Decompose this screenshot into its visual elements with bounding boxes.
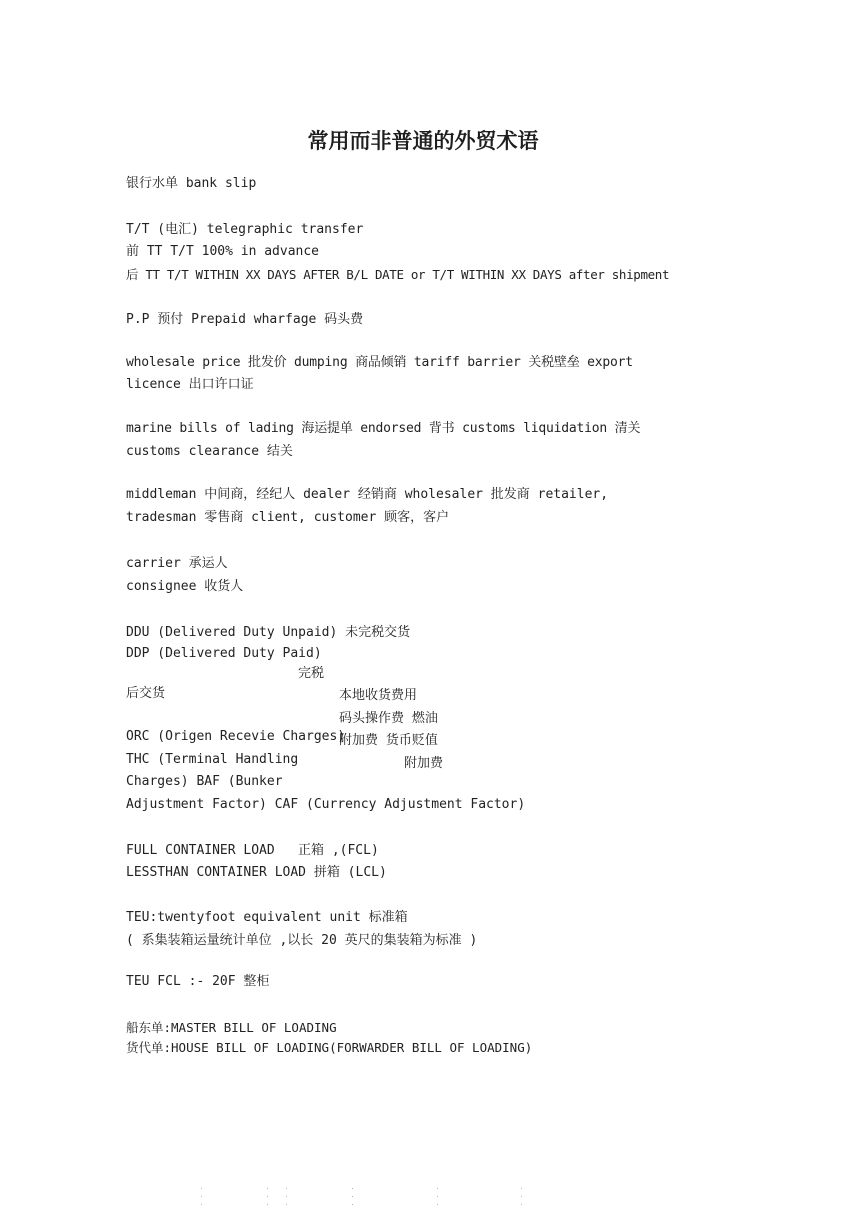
- term-wholesale-line2: licence 出口许口证: [126, 377, 254, 392]
- term-fcl-en: FULL CONTAINER LOAD: [126, 843, 275, 858]
- term-house-bl: 货代单:HOUSE BILL OF LOADING(FORWARDER BILL OF LOADING): [126, 1040, 533, 1055]
- term-ddp-cn2: 后交货: [126, 686, 166, 701]
- term-middleman-line1: middleman 中间商，经纪人 dealer 经销商 wholesaler 批发商 retailer,: [126, 487, 609, 502]
- term-teu-fcl: TEU FCL :- 20F 整柜: [126, 974, 270, 989]
- term-marine-line2: customs clearance 结关: [126, 444, 293, 459]
- page-bottom-artifacts: [0, 1186, 860, 1218]
- term-prepaid: P.P 预付 Prepaid wharfage 码头费: [126, 312, 364, 327]
- term-consignee: consignee 收货人: [126, 579, 244, 594]
- term-ddp: DDP (Delivered Duty Paid): [126, 646, 322, 661]
- term-ddu: DDU (Delivered Duty Unpaid) 未完税交货: [126, 625, 411, 640]
- term-teu-note: ( 系集装箱运量统计单位 ,以长 20 英尺的集装箱为标准 ): [126, 933, 478, 948]
- term-orc: ORC (Origen Recevie Charges): [126, 729, 346, 744]
- term-baf-cn: 附加费 货币贬值: [339, 733, 438, 748]
- term-wholesale-line1: wholesale price 批发价 dumping 商品倾销 tariff barrier 关税壁垒 export: [126, 355, 633, 370]
- term-caf-cn: 附加费: [404, 756, 444, 771]
- term-bank-slip: 银行水单 bank slip: [126, 176, 257, 191]
- term-tt-after: 后 TT T/T WITHIN XX DAYS AFTER B/L DATE or T/T WITHIN XX DAYS after shipment: [126, 267, 670, 282]
- term-tt-advance: 前 TT T/T 100% in advance: [126, 244, 320, 259]
- term-carrier: carrier 承运人: [126, 556, 228, 571]
- term-ddp-cn1: 完税: [298, 666, 325, 681]
- term-middleman-line2: tradesman 零售商 client, customer 顾客，客户: [126, 510, 450, 525]
- term-fcl-cn: 正箱 ,(FCL): [298, 843, 379, 858]
- page-title: 常用而非普通的外贸术语: [307, 128, 539, 154]
- term-thc-cn: 码头操作费 燃油: [339, 711, 438, 726]
- term-master-bl: 船东单:MASTER BILL OF LOADING: [126, 1020, 337, 1035]
- term-marine-line1: marine bills of lading 海运提单 endorsed 背书 customs liquidation 清关: [126, 421, 641, 436]
- term-orc-cn: 本地收货费用: [339, 688, 418, 703]
- term-teu: TEU:twentyfoot equivalent unit 标准箱: [126, 910, 408, 925]
- term-caf: Adjustment Factor) CAF (Currency Adjustment Factor): [126, 797, 526, 812]
- term-baf: Charges) BAF (Bunker: [126, 774, 283, 789]
- term-thc: THC (Terminal Handling: [126, 752, 299, 767]
- term-lcl: LESSTHAN CONTAINER LOAD 拼箱 (LCL): [126, 865, 387, 880]
- term-tt: T/T (电汇) telegraphic transfer: [126, 222, 364, 237]
